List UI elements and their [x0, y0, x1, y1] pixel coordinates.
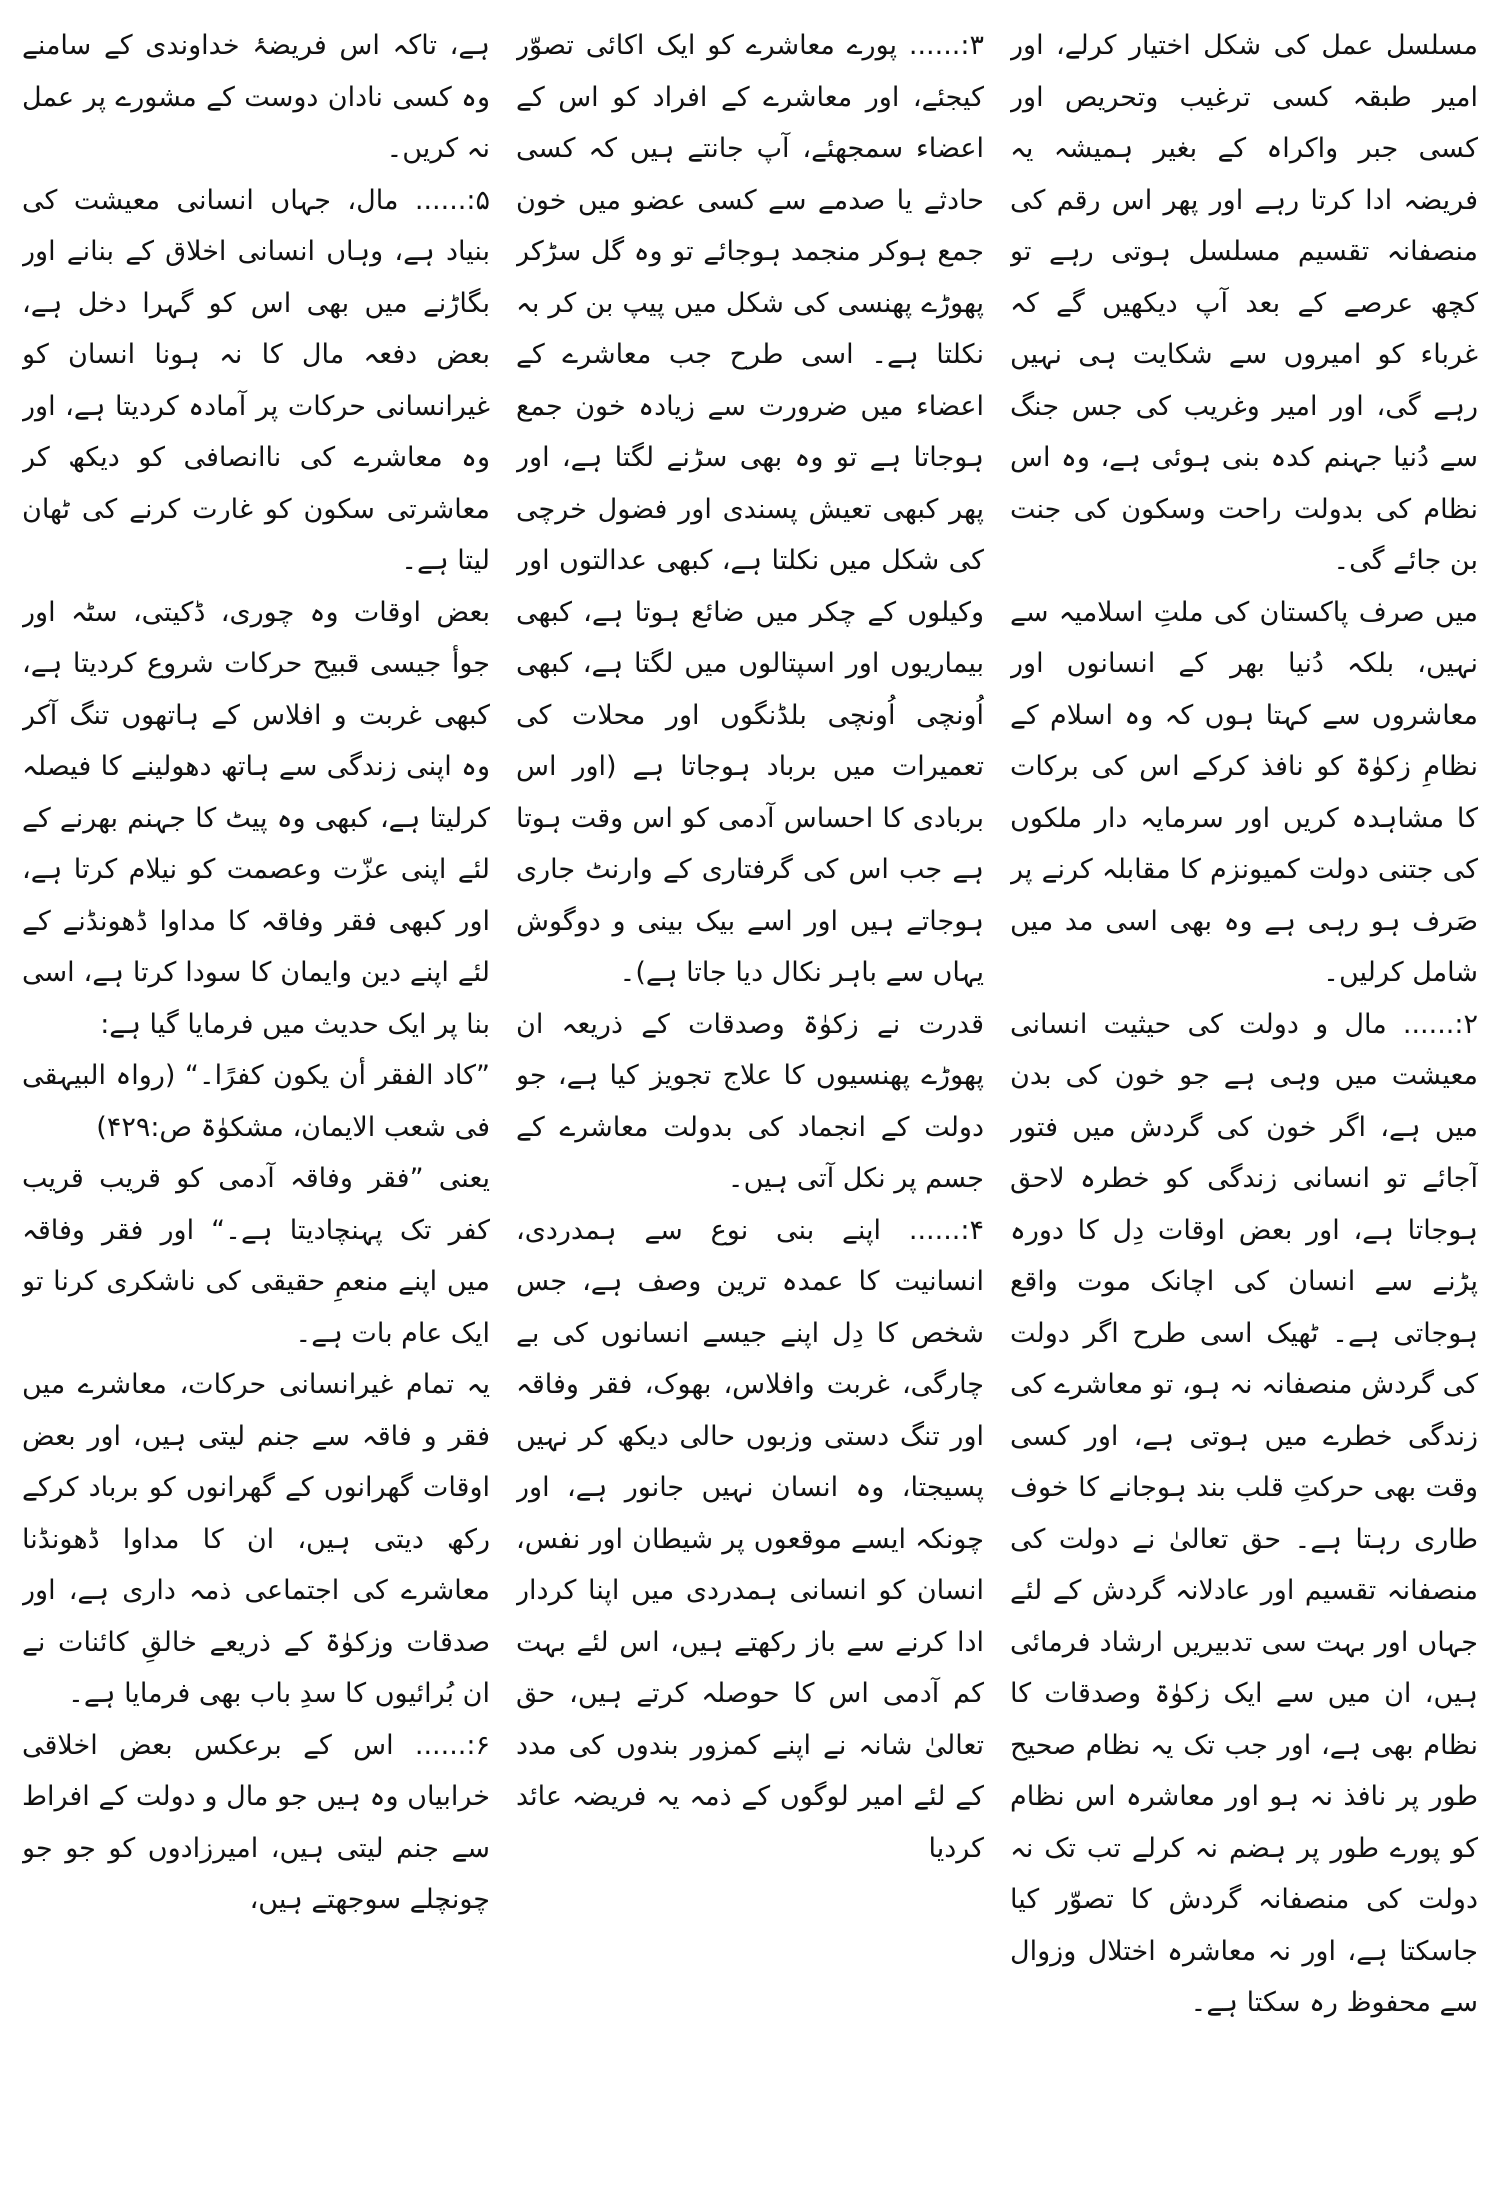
paragraph: یعنی ”فقر وفاقہ آدمی کو قریب قریب کفر تک پہنچادیتا ہے۔“ اور فقر وفاقہ میں اپنے منعمِ حقیقی کی ناشکری کرنا تو ایک عام بات ہے۔: [22, 1163, 490, 1349]
paragraph: ہے، تاکہ اس فریضۂ خداوندی کے سامنے وہ کسی نادان دوست کے مشورے پر عمل نہ کریں۔: [22, 30, 490, 164]
paragraph: بعض اوقات وہ چوری، ڈکیتی، سٹہ اور جوأ جیسی قبیح حرکات شروع کردیتا ہے، کبھی غربت و افلاس کے ہاتھوں تنگ آکر وہ اپنی زندگی سے ہاتھ دھولینے کا فیصلہ کرلیتا ہے، کبھی وہ پیٹ کا جہنم بھرنے کے لئے اپنی عزّت وعصمت کو نیلام کرتا ہے، اور کبھی فقر وفاقہ کا مداوا ڈھونڈنے کے لئے اپنے دین وایمان کا سودا کرتا ہے، اسی بنا پر ایک حدیث میں فرمایا گیا ہے:: [22, 596, 490, 1040]
paragraph: ۴:...... اپنے بنی نوع سے ہمدردی، انسانیت کا عمدہ ترین وصف ہے، جس شخص کا دِل اپنے جیسے انسانوں کی بے چارگی، غربت وافلاس، بھوک، فقر وفاقہ اور تنگ دستی وزبوں حالی دیکھ کر نہیں پسیجتا، وہ انسان نہیں جانور ہے، اور چونکہ ایسے موقعوں پر شیطان اور نفس، انسان کو انسانی ہمدردی میں اپنا کردار ادا کرنے سے باز رکھتے ہیں، اس لئے بہت کم آدمی اس کا حوصلہ کرتے ہیں، حق تعالیٰ شانہ نے اپنے کمزور بندوں کی مدد کے لئے امیر لوگوں کے ذمہ یہ فریضہ عائد کردیا: [516, 1214, 984, 1864]
paragraph: ۵:...... مال، جہاں انسانی معیشت کی بنیاد ہے، وہاں انسانی اخلاق کے بنانے اور بگاڑنے میں بھی اس کو گہرا دخل ہے، بعض دفعہ مال کا نہ ہونا انسان کو غیرانسانی حرکات پر آمادہ کردیتا ہے، اور وہ معاشرے کی ناانصافی کو دیکھ کر معاشرتی سکون کو غارت کرنے کی ٹھان لیتا ہے۔: [22, 184, 490, 576]
paragraph: قدرت نے زکوٰۃ وصدقات کے ذریعہ ان پھوڑے پھنسیوں کا علاج تجویز کیا ہے، جو دولت کے انجماد کی بدولت معاشرے کے جسم پر نکل آتی ہیں۔: [516, 1008, 984, 1194]
paragraph: مسلسل عمل کی شکل اختیار کرلے، اور امیر طبقہ کسی ترغیب وتحریص اور کسی جبر واکراہ کے بغیر ہمیشہ یہ فریضہ ادا کرتا رہے اور پھر اس رقم کی منصفانہ تقسیم مسلسل ہوتی رہے تو کچھ عرصے کے بعد آپ دیکھیں گے کہ غرباء کو امیروں سے شکایت ہی نہیں رہے گی، اور امیر وغریب کی جس جنگ سے دُنیا جہنم کدہ بنی ہوئی ہے، وہ اس نظام کی بدولت راحت وسکون کی جنت بن جائے گی۔: [1010, 30, 1478, 576]
hadith-quote: ”کاد الفقر أن یکون کفرًا۔“ (رواہ البیہقی فی شعب الایمان، مشکوٰۃ ص:۴۲۹): [22, 1060, 490, 1143]
column-left: [22, 20, 490, 2200]
paragraph: ۶:...... اس کے برعکس بعض اخلاقی خرابیاں وہ ہیں جو مال و دولت کے افراط سے جنم لیتی ہیں، امیرزادوں کو جو جو چونچلے سوجھتے ہیں،: [22, 1729, 490, 1915]
paragraph: ۳:...... پورے معاشرے کو ایک اکائی تصوّر کیجئے، اور معاشرے کے افراد کو اس کے اعضاء سمجھئے، آپ جانتے ہیں کہ کسی حادثے یا صدمے سے کسی عضو میں خون جمع ہوکر منجمد ہوجائے تو وہ گل سڑکر پھوڑے پھنسی کی شکل میں پیپ بن کر بہ نکلتا ہے۔ اسی طرح جب معاشرے کے اعضاء میں ضرورت سے زیادہ خون جمع ہوجاتا ہے تو وہ بھی سڑنے لگتا ہے، اور پھر کبھی تعیش پسندی اور فضول خرچی کی شکل میں نکلتا ہے، کبھی عدالتوں اور وکیلوں کے چکر میں ضائع ہوتا ہے، کبھی بیماریوں اور اسپتالوں میں لگتا ہے، کبھی اُونچی اُونچی بلڈنگوں اور محلات کی تعمیرات میں برباد ہوجاتا ہے (اور اس بربادی کا احساس آدمی کو اس وقت ہوتا ہے جب اس کی گرفتاری کے وارنٹ جاری ہوجاتے ہیں اور اسے بیک بینی و دوگوش یہاں سے باہر نکال دیا جاتا ہے)۔: [516, 30, 984, 988]
paragraph: ۲:...... مال و دولت کی حیثیت انسانی معیشت میں وہی ہے جو خون کی بدن میں ہے، اگر خون کی گردش میں فتور آجائے تو انسانی زندگی کو خطرہ لاحق ہوجاتا ہے، اور بعض اوقات دِل کا دورہ پڑنے سے انسان کی اچانک موت واقع ہوجاتی ہے۔ ٹھیک اسی طرح اگر دولت کی گردش منصفانہ نہ ہو، تو معاشرے کی زندگی خطرے میں ہوتی ہے، اور کسی وقت بھی حرکتِ قلب بند ہوجانے کا خوف طاری رہتا ہے۔ حق تعالیٰ نے دولت کی منصفانہ تقسیم اور عادلانہ گردش کے لئے جہاں اور بہت سی تدبیریں ارشاد فرمائی ہیں، ان میں سے ایک زکوٰۃ وصدقات کا نظام بھی ہے، اور جب تک یہ نظام صحیح طور پر نافذ نہ ہو اور معاشرہ اس نظام کو پورے طور پر ہضم نہ کرلے تب تک نہ دولت کی منصفانہ گردش کا تصوّر کیا جاسکتا ہے، اور نہ معاشرہ اختلال وزوال سے محفوظ رہ سکتا ہے۔: [1010, 1008, 1478, 2018]
column-right: [1010, 20, 1478, 2200]
column-middle: [516, 20, 984, 2200]
paragraph: میں صرف پاکستان کی ملتِ اسلامیہ سے نہیں، بلکہ دُنیا بھر کے انسانوں اور معاشروں سے کہتا ہوں کہ وہ اسلام کے نظامِ زکوٰۃ کو نافذ کرکے اس کی برکات کا مشاہدہ کریں اور سرمایہ دار ملکوں کی جتنی دولت کمیونزم کا مقابلہ کرنے پر صَرف ہو رہی ہے وہ بھی اسی مد میں شامل کرلیں۔: [1010, 596, 1478, 988]
paragraph: یہ تمام غیرانسانی حرکات، معاشرے میں فقر و فاقہ سے جنم لیتی ہیں، اور بعض اوقات گھرانوں کے گھرانوں کو برباد کرکے رکھ دیتی ہیں، ان کا مداوا ڈھونڈنا معاشرے کی اجتماعی ذمہ داری ہے، اور صدقات وزکوٰۃ کے ذریعے خالقِ کائنات نے ان بُرائیوں کا سدِ باب بھی فرمایا ہے۔: [22, 1369, 490, 1709]
